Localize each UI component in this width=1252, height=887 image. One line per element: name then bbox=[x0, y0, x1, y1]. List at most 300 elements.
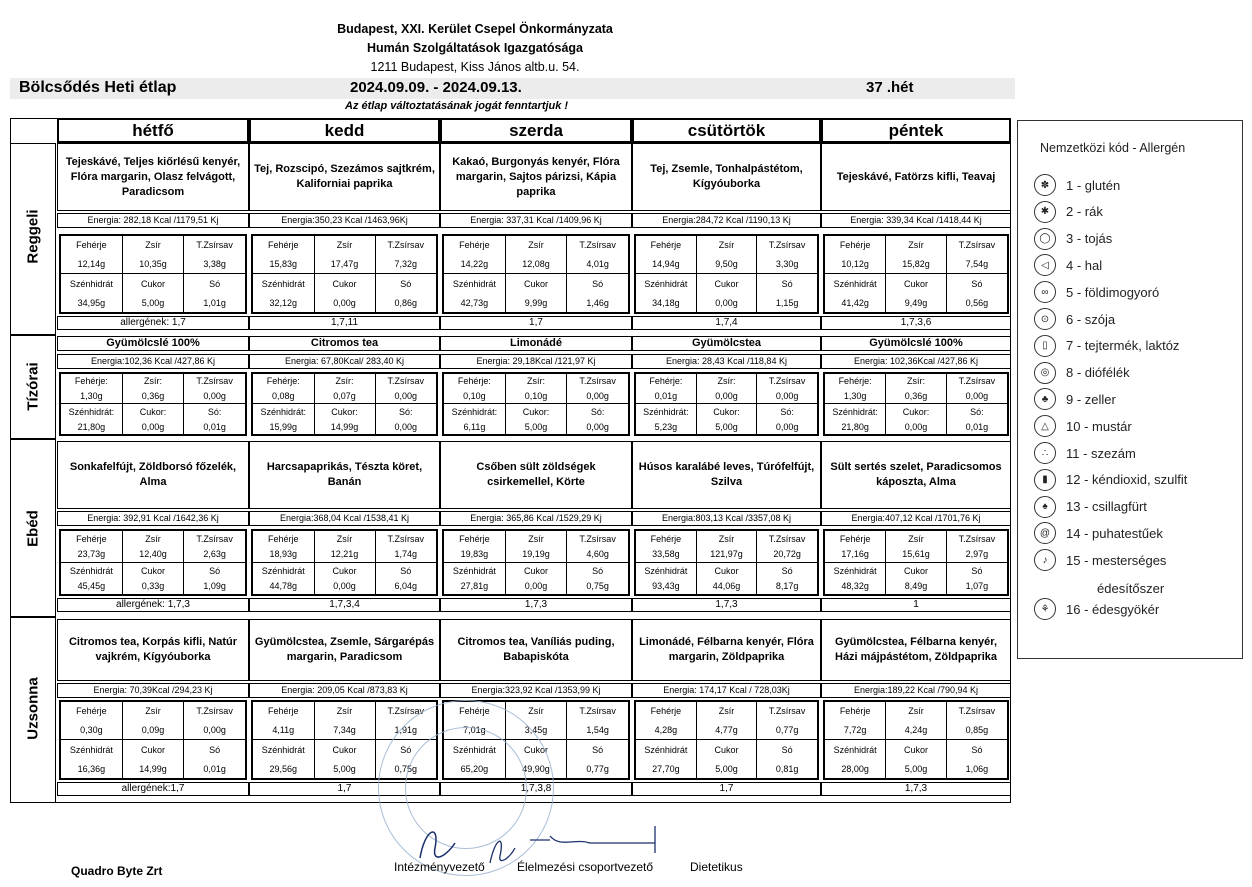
nutrient-value: 93,43g bbox=[636, 579, 696, 594]
nutrient-label: Zsír bbox=[886, 531, 947, 546]
nutrient-label: Szénhidrát bbox=[636, 740, 696, 759]
legend-item-label: 3 - tojás bbox=[1066, 231, 1113, 247]
week-number: 37 .hét bbox=[866, 79, 914, 96]
nutrient-label: Szénhidrát: bbox=[825, 404, 886, 419]
header-line2: Humán Szolgáltatások Igazgatósága bbox=[366, 41, 584, 55]
nutrient-value: 1,30g bbox=[825, 389, 886, 404]
nutrient-label: Cukor: bbox=[696, 404, 756, 419]
nutrient-label: Zsír bbox=[505, 236, 566, 255]
allergen-uzsonna: 1,7 bbox=[632, 782, 821, 796]
nutrient-label: Szénhidrát bbox=[444, 562, 505, 578]
nutrient-label: T.Zsírsav bbox=[196, 240, 233, 251]
legend-item-label: 11 - szezám bbox=[1066, 445, 1136, 461]
nutrient-label: Só: bbox=[780, 406, 794, 417]
nutrient-label: Cukor bbox=[505, 740, 566, 759]
legend-item bbox=[1034, 597, 1159, 621]
nutrient-value: 1,54g bbox=[567, 721, 628, 740]
nutrient-label: Só bbox=[400, 278, 412, 289]
nutrient-value: 0,00g bbox=[122, 419, 183, 434]
nutrient-label: Fehérje bbox=[825, 236, 886, 255]
nutrient-value: 15,83g bbox=[253, 255, 314, 274]
nutrient-label: Fehérje bbox=[444, 236, 505, 255]
nutrient-value: 17,16g bbox=[825, 546, 886, 562]
nutrient-value: 2,97g bbox=[946, 546, 1007, 562]
nutrient-label: Cukor: bbox=[886, 404, 947, 419]
legend-item-label: 15 - mesterséges bbox=[1066, 552, 1167, 568]
company-name: Quadro Byte Zrt bbox=[71, 864, 163, 878]
nutrient-value: 5,00g bbox=[696, 759, 756, 778]
nutrient-label: Fehérje bbox=[61, 236, 122, 255]
menu-cell-reggeli: Tejeskávé, Fatörzs kifli, Teavaj bbox=[821, 143, 1011, 211]
nutrient-value: 0,08g bbox=[253, 389, 314, 404]
nutrient-value: 5,00g bbox=[505, 419, 566, 434]
signature-dietitian: Dietetikus bbox=[690, 860, 743, 874]
legend-item bbox=[1034, 307, 1115, 331]
nutrient-value: 15,82g bbox=[886, 255, 947, 274]
nutrient-label: Zsír: bbox=[696, 374, 756, 389]
nutrient-label: Fehérje: bbox=[253, 374, 314, 389]
sesame-icon: ∴ bbox=[1034, 442, 1056, 464]
energy-uzsonna: Energia:323,92 Kcal /1353,99 Kj bbox=[440, 683, 632, 698]
nutrient-value: 4,01g bbox=[567, 255, 628, 274]
energy-uzsonna: Energia: 174,17 Kcal / 728,03Kj bbox=[632, 683, 821, 698]
nutrient-label: Szénhidrát bbox=[636, 562, 696, 578]
nutrient-label: Szénhidrát: bbox=[444, 404, 505, 419]
allergen-reggeli: 1,7 bbox=[440, 316, 632, 330]
nutrient-label: Cukor bbox=[696, 562, 756, 578]
nutrient-label: Só bbox=[400, 744, 412, 755]
nutrient-value: 27,81g bbox=[444, 579, 505, 594]
nutrient-value: 14,22g bbox=[444, 255, 505, 274]
nutrient-label: Zsír: bbox=[122, 374, 183, 389]
energy-reggeli: Energia:284,72 Kcal /1190,13 Kj bbox=[632, 213, 821, 228]
menu-cell-reggeli: Tejeskávé, Teljes kiőrlésű kenyér, Flóra margarin, Olasz felvágott, Paradicsom bbox=[57, 143, 249, 211]
signature-director: Intézményvezető bbox=[394, 860, 485, 874]
nutrient-label: T.Zsírsav bbox=[579, 240, 616, 251]
nutrient-label: Zsír bbox=[314, 531, 375, 546]
nutrient-value: 3,30g bbox=[757, 255, 817, 274]
legend-item-label: 13 - csillagfürt bbox=[1066, 499, 1147, 515]
nutrient-value: 5,23g bbox=[636, 419, 696, 434]
nutrition-table bbox=[59, 372, 247, 436]
nutrient-label: Zsír bbox=[696, 236, 756, 255]
drink-tizorai: Limonádé bbox=[440, 336, 632, 351]
energy-tizorai: Energia: 67,80Kcal/ 283,40 Kj bbox=[249, 354, 440, 369]
nutrient-label: Zsír bbox=[314, 236, 375, 255]
legend-item-label: 2 - rák bbox=[1066, 204, 1103, 220]
nutrition-table bbox=[442, 372, 630, 436]
nutrient-value: 44,06g bbox=[696, 579, 756, 594]
nutrient-value: 0,36g bbox=[122, 389, 183, 404]
nutrient-value: 0,75g bbox=[394, 763, 418, 774]
nutrient-label: T.Zsírsav bbox=[768, 533, 806, 544]
lupin-icon: ♠ bbox=[1034, 496, 1056, 518]
menu-cell-ebed: Harcsapaprikás, Tészta köret, Banán bbox=[249, 441, 440, 509]
nutrient-value: 0,56g bbox=[965, 297, 989, 308]
allergen-reggeli: 1,7,4 bbox=[632, 316, 821, 330]
peanut-icon: ∞ bbox=[1034, 281, 1056, 303]
nutrient-value: 34,95g bbox=[61, 293, 122, 312]
nutrient-label: Só: bbox=[207, 406, 222, 417]
nutrient-label: Zsír bbox=[122, 531, 183, 546]
allergen-ebed: 1,7,3 bbox=[632, 598, 821, 612]
nutrient-label: Zsír bbox=[505, 531, 566, 546]
nutrient-label: Zsír bbox=[122, 702, 183, 721]
nutrient-value: 1,09g bbox=[203, 581, 226, 592]
nutrient-value: 121,97g bbox=[696, 546, 756, 562]
nutrient-label: Szénhidrát bbox=[253, 740, 314, 759]
nutrient-value: 8,17g bbox=[775, 581, 799, 592]
legend-item-label: 9 - zeller bbox=[1066, 391, 1116, 407]
nutrient-value: 34,18g bbox=[636, 293, 696, 312]
nutrient-value: 0,00g bbox=[696, 293, 756, 312]
legend-item-label: 4 - hal bbox=[1066, 257, 1103, 273]
legend-item bbox=[1034, 227, 1112, 251]
nutrient-label: Zsír bbox=[696, 702, 756, 721]
nutrient-label: Só bbox=[971, 744, 983, 755]
legend-item bbox=[1034, 548, 1166, 572]
nutrient-value: 42,73g bbox=[444, 293, 505, 312]
nutrient-value: 0,00g bbox=[775, 421, 799, 432]
menu-cell-reggeli: Tej, Zsemle, Tonhalpástétom, Kígyóuborka bbox=[632, 143, 821, 211]
nutrient-value: 4,11g bbox=[253, 721, 314, 740]
nutrient-label: Zsír: bbox=[886, 374, 947, 389]
nutrient-label: T.Zsírsav bbox=[196, 706, 233, 717]
allergen-ebed: 1 bbox=[821, 598, 1011, 612]
section-label-tizorai: Tízórai bbox=[24, 362, 42, 411]
energy-reggeli: Energia: 337,31 Kcal /1409,96 Kj bbox=[440, 213, 632, 228]
nutrient-label: Zsír: bbox=[314, 374, 375, 389]
nutrient-value: 0,81g bbox=[775, 763, 799, 774]
nutrient-value: 1,06g bbox=[965, 763, 989, 774]
nutrient-value: 7,01g bbox=[444, 721, 505, 740]
nutrient-value: 28,00g bbox=[825, 759, 886, 778]
nutrient-value: 0,00g bbox=[886, 419, 947, 434]
nutrient-label: Só: bbox=[970, 406, 984, 417]
nutrient-value: 14,94g bbox=[636, 255, 696, 274]
legend-item bbox=[1034, 361, 1130, 385]
disclaimer-note: Az étlap változtatásának jogát fenntartjuk ! bbox=[345, 100, 569, 112]
nutrient-value: 1,07g bbox=[965, 581, 989, 592]
section-label-uzsonna: Uzsonna bbox=[24, 677, 42, 740]
nutrient-label: T.Zsírsav bbox=[387, 706, 424, 717]
nutrient-value: 29,56g bbox=[253, 759, 314, 778]
nutrient-value: 21,80g bbox=[61, 419, 122, 434]
nutrition-table bbox=[823, 234, 1009, 314]
energy-tizorai: Energia: 28,43 Kcal /118,84 Kj bbox=[632, 354, 821, 369]
nutrient-value: 20,72g bbox=[757, 546, 817, 562]
nutrient-label: Cukor bbox=[314, 740, 375, 759]
nutrition-table bbox=[823, 700, 1009, 780]
menu-cell-uzsonna: Gyümölcstea, Zsemle, Sárgarépás margarin, Paradicsom bbox=[249, 619, 440, 681]
signature-catering-lead: Élelmezési csoportvezető bbox=[517, 860, 654, 874]
legend-item bbox=[1034, 200, 1103, 224]
legend-item bbox=[1034, 521, 1163, 545]
menu-cell-uzsonna: Limonádé, Félbarna kenyér, Flóra margarin, Zöldpaprika bbox=[632, 619, 821, 681]
nutrient-label: Fehérje bbox=[444, 702, 505, 721]
energy-uzsonna: Energia: 209,05 Kcal /873,83 Kj bbox=[249, 683, 440, 698]
nutrient-value: 0,00g bbox=[314, 293, 375, 312]
nutrient-value: 5,00g bbox=[886, 759, 947, 778]
nutrient-value: 0,00g bbox=[394, 421, 418, 432]
energy-ebed: Energia:368,04 Kcal /1538,41 Kj bbox=[249, 511, 440, 526]
nutrition-table bbox=[442, 234, 630, 314]
nutrient-label: T.Zsírsav bbox=[958, 240, 996, 251]
nutrient-value: 1,01g bbox=[203, 297, 226, 308]
soy-icon: ⊙ bbox=[1034, 308, 1056, 330]
sulphite-icon: ▮ bbox=[1034, 469, 1056, 491]
licorice-icon: ⚘ bbox=[1034, 598, 1056, 620]
nutrition-table bbox=[634, 234, 819, 314]
nutrient-value: 7,34g bbox=[314, 721, 375, 740]
nutrient-label: Zsír bbox=[886, 702, 947, 721]
nutrient-value: 14,99g bbox=[122, 759, 183, 778]
nutrient-value: 41,42g bbox=[825, 293, 886, 312]
nutrient-value: 18,93g bbox=[253, 546, 314, 562]
nutrition-table bbox=[823, 372, 1009, 436]
nutrient-label: Fehérje: bbox=[825, 374, 886, 389]
nutrient-value: 12,40g bbox=[122, 546, 183, 562]
nutrition-table bbox=[823, 529, 1009, 596]
nutrient-value: 48,32g bbox=[825, 579, 886, 594]
nutrient-label: Cukor bbox=[696, 740, 756, 759]
day-header-wednesday: szerda bbox=[440, 118, 632, 143]
nutrient-label: Szénhidrát bbox=[825, 562, 886, 578]
nutrient-value: 15,61g bbox=[886, 546, 947, 562]
nutrient-value: 32,12g bbox=[253, 293, 314, 312]
nutrient-label: Zsír bbox=[314, 702, 375, 721]
energy-tizorai: Energia: 102,36Kcal /427,86 Kj bbox=[821, 354, 1011, 369]
nutrition-table bbox=[251, 234, 438, 314]
legend-item-label: 16 - édesgyökér bbox=[1066, 601, 1160, 617]
nutrient-value: 14,99g bbox=[314, 419, 375, 434]
nutrient-label: Só bbox=[400, 565, 412, 576]
energy-ebed: Energia: 365,86 Kcal /1529,29 Kj bbox=[440, 511, 632, 526]
menu-cell-reggeli: Tej, Rozscipó, Szezámos sajtkrém, Kaliforniai paprika bbox=[249, 143, 440, 211]
nutrient-label: Zsír bbox=[122, 236, 183, 255]
nutrient-value: 0,00g bbox=[586, 421, 609, 432]
legend-item bbox=[1034, 334, 1179, 358]
nutrient-value: 9,50g bbox=[696, 255, 756, 274]
nutrient-label: Szénhidrát: bbox=[61, 404, 122, 419]
nutrient-value: 45,45g bbox=[61, 579, 122, 594]
nutrient-label: T.Zsírsav bbox=[196, 533, 233, 544]
nutrient-value: 0,75g bbox=[586, 581, 609, 592]
nutrient-label: Szénhidrát bbox=[253, 274, 314, 293]
nutrient-label: T.Zsírsav bbox=[387, 533, 424, 544]
nutrient-label: Szénhidrát bbox=[825, 274, 886, 293]
nutrient-value: 1,15g bbox=[775, 297, 799, 308]
nutrient-value: 0,00g bbox=[696, 389, 756, 404]
header-line3: 1211 Budapest, Kiss János altb.u. 54. bbox=[370, 60, 580, 74]
nutrient-label: Só bbox=[592, 278, 604, 289]
legend-item-label: 6 - szója bbox=[1066, 311, 1116, 327]
energy-ebed: Energia:407,12 Kcal /1701,76 Kj bbox=[821, 511, 1011, 526]
nutrient-value: 5,00g bbox=[122, 293, 183, 312]
allergen-uzsonna: allergének:1,7 bbox=[57, 782, 249, 796]
nutrient-value: 4,77g bbox=[696, 721, 756, 740]
header-line1: Budapest, XXI. Kerület Csepel Önkormányzata bbox=[337, 22, 613, 36]
nutrient-value: 5,00g bbox=[314, 759, 375, 778]
menu-cell-uzsonna: Citromos tea, Vaníliás puding, Babapiskóta bbox=[440, 619, 632, 681]
nutrient-value: 12,21g bbox=[314, 546, 375, 562]
nutrient-label: Fehérje bbox=[444, 531, 505, 546]
nutrient-label: Só bbox=[781, 565, 793, 576]
nutrient-label: Szénhidrát bbox=[444, 274, 505, 293]
nutrient-value: 1,91g bbox=[375, 721, 436, 740]
nutrient-value: 33,58g bbox=[636, 546, 696, 562]
nutrient-value: 0,00g bbox=[757, 389, 817, 404]
nutrient-value: 7,32g bbox=[375, 255, 436, 274]
legend-title: Nemzetközi kód - Allergén bbox=[1040, 141, 1186, 155]
nutrient-value: 0,01g bbox=[203, 763, 226, 774]
nutrient-label: Cukor bbox=[505, 562, 566, 578]
nutrient-value: 15,99g bbox=[253, 419, 314, 434]
nutrient-label: Só bbox=[781, 278, 793, 289]
legend-item bbox=[1034, 468, 1187, 492]
nutrient-label: Fehérje: bbox=[444, 374, 505, 389]
legend-item bbox=[1034, 495, 1147, 519]
nutrient-label: Só bbox=[592, 565, 604, 576]
nutrient-label: T.Zsírsav bbox=[958, 376, 996, 387]
nutrient-value: 0,00g bbox=[567, 389, 628, 404]
energy-uzsonna: Energia:189,22 Kcal /790,94 Kj bbox=[821, 683, 1011, 698]
nutrient-label: T.Zsírsav bbox=[958, 706, 996, 717]
nutrient-value: 0,85g bbox=[946, 721, 1007, 740]
nutrient-value: 4,24g bbox=[886, 721, 947, 740]
wheat-icon: ✽ bbox=[1034, 174, 1056, 196]
page-title: Bölcsődés Heti étlap bbox=[19, 79, 177, 96]
menu-cell-ebed: Csőben sült zöldségek csirkemellel, Körte bbox=[440, 441, 632, 509]
nutrient-label: Szénhidrát: bbox=[253, 404, 314, 419]
nutrient-value: 5,00g bbox=[696, 419, 756, 434]
menu-cell-uzsonna: Gyümölcstea, Félbarna kenyér, Házi májpástétom, Zöldpaprika bbox=[821, 619, 1011, 681]
drink-tizorai: Gyümölcslé 100% bbox=[821, 336, 1011, 351]
nutrition-table bbox=[59, 234, 247, 314]
nutrient-value: 6,04g bbox=[394, 581, 418, 592]
menu-cell-uzsonna: Citromos tea, Korpás kifli, Natúr vajkrém, Kígyóuborka bbox=[57, 619, 249, 681]
nutrient-value: 9,99g bbox=[505, 293, 566, 312]
nutrient-label: Cukor bbox=[314, 274, 375, 293]
nutrient-label: T.Zsírsav bbox=[579, 533, 616, 544]
nutrition-table bbox=[634, 529, 819, 596]
legend-item-label: 8 - diófélék bbox=[1066, 365, 1130, 381]
nutrient-value: 0,01g bbox=[965, 421, 989, 432]
nutrient-value: 10,12g bbox=[825, 255, 886, 274]
nutrition-table bbox=[59, 529, 247, 596]
nutrient-label: Só bbox=[209, 565, 221, 576]
nutrient-label: Fehérje bbox=[636, 531, 696, 546]
nutrient-label: Só bbox=[971, 278, 983, 289]
nutrition-table bbox=[251, 529, 438, 596]
energy-tizorai: Energia:102,36 Kcal /427,86 Kj bbox=[57, 354, 249, 369]
nutrient-value: 44,78g bbox=[253, 579, 314, 594]
drink-tizorai: Gyümölcstea bbox=[632, 336, 821, 351]
nutrient-label: Só bbox=[209, 278, 221, 289]
nutrient-value: 4,28g bbox=[636, 721, 696, 740]
menu-cell-ebed: Húsos karalábé leves, Túrófelfújt, Szilva bbox=[632, 441, 821, 509]
nutrient-label: Fehérje bbox=[253, 531, 314, 546]
nutrient-label: Só: bbox=[590, 406, 605, 417]
energy-ebed: Energia: 392,91 Kcal /1642,36 Kj bbox=[57, 511, 249, 526]
nutrient-label: Szénhidrát: bbox=[636, 404, 696, 419]
nutrient-label: Zsír bbox=[886, 236, 947, 255]
nutrient-value: 12,08g bbox=[505, 255, 566, 274]
menu-cell-ebed: Sonkafelfújt, Zöldborsó főzelék, Alma bbox=[57, 441, 249, 509]
nutrient-label: Szénhidrát bbox=[825, 740, 886, 759]
nutrient-value: 0,09g bbox=[122, 721, 183, 740]
nutrient-value: 9,49g bbox=[886, 293, 947, 312]
nutrient-label: Cukor bbox=[696, 274, 756, 293]
allergen-reggeli: allergének: 1,7 bbox=[57, 316, 249, 330]
nutrient-label: Szénhidrát bbox=[444, 740, 505, 759]
nutrient-value: 0,00g bbox=[314, 579, 375, 594]
nutrient-value: 12,14g bbox=[61, 255, 122, 274]
legend-item-label: 10 - mustár bbox=[1066, 418, 1132, 434]
legend-item-15-extra: édesítőszer bbox=[1097, 581, 1165, 596]
nutrient-value: 7,72g bbox=[825, 721, 886, 740]
nutrient-label: Fehérje: bbox=[636, 374, 696, 389]
nutrient-label: T.Zsírsav bbox=[387, 240, 424, 251]
nutrient-value: 6,11g bbox=[444, 419, 505, 434]
nutrient-value: 3,38g bbox=[184, 255, 245, 274]
fish-icon: ◁ bbox=[1034, 254, 1056, 276]
nutrient-label: Fehérje bbox=[253, 702, 314, 721]
nutrient-label: Fehérje bbox=[61, 702, 122, 721]
menu-cell-reggeli: Kakaó, Burgonyás kenyér, Flóra margarin, Sajtos párizsi, Kápia paprika bbox=[440, 143, 632, 211]
allergen-uzsonna: 1,7 bbox=[249, 782, 440, 796]
nutrient-value: 0,00g bbox=[184, 721, 245, 740]
nutrient-value: 65,20g bbox=[444, 759, 505, 778]
nutrient-label: Só bbox=[209, 744, 221, 755]
mustard-icon: △ bbox=[1034, 415, 1056, 437]
nutrient-label: T.Zsírsav bbox=[768, 376, 806, 387]
section-label-reggeli: Reggeli bbox=[24, 209, 42, 264]
nutrient-value: 1,46g bbox=[586, 297, 609, 308]
nutrition-table bbox=[251, 372, 438, 436]
nutrient-label: Cukor bbox=[886, 562, 947, 578]
nutrient-label: Cukor: bbox=[122, 404, 183, 419]
nutrient-label: Cukor: bbox=[505, 404, 566, 419]
nutrient-label: Fehérje: bbox=[61, 374, 122, 389]
day-header-tuesday: kedd bbox=[249, 118, 440, 143]
legend-item bbox=[1034, 414, 1132, 438]
day-header-friday: péntek bbox=[821, 118, 1011, 143]
drink-tizorai: Gyümölcslé 100% bbox=[57, 336, 249, 351]
nutrient-label: T.Zsírsav bbox=[768, 240, 806, 251]
egg-icon: ◯ bbox=[1034, 228, 1056, 250]
nutrient-label: T.Zsírsav bbox=[579, 706, 616, 717]
nutrient-label: T.Zsírsav bbox=[958, 533, 996, 544]
energy-reggeli: Energia: 339,34 Kcal /1418,44 Kj bbox=[821, 213, 1011, 228]
allergen-uzsonna: 1,7,3 bbox=[821, 782, 1011, 796]
nutrient-value: 0,77g bbox=[586, 763, 609, 774]
allergen-ebed: 1,7,3 bbox=[440, 598, 632, 612]
allergen-legend bbox=[1017, 120, 1243, 659]
energy-reggeli: Energia:350,23 Kcal /1463,96Kj bbox=[249, 213, 440, 228]
legend-item bbox=[1034, 441, 1136, 465]
mollusc-icon: @ bbox=[1034, 522, 1056, 544]
nutrient-label: Szénhidrát bbox=[253, 562, 314, 578]
nutrient-label: Zsír bbox=[505, 702, 566, 721]
nutrient-value: 16,36g bbox=[61, 759, 122, 778]
nutrient-label: Só: bbox=[398, 406, 413, 417]
nutrient-value: 0,00g bbox=[184, 389, 245, 404]
legend-item-label: 12 - kéndioxid, szulfit bbox=[1066, 472, 1188, 488]
menu-cell-ebed: Sült sertés szelet, Paradicsomos káposzta, Alma bbox=[821, 441, 1011, 509]
legend-item-label: 7 - tejtermék, laktóz bbox=[1066, 338, 1180, 354]
section-label-ebed: Ebéd bbox=[24, 510, 42, 547]
